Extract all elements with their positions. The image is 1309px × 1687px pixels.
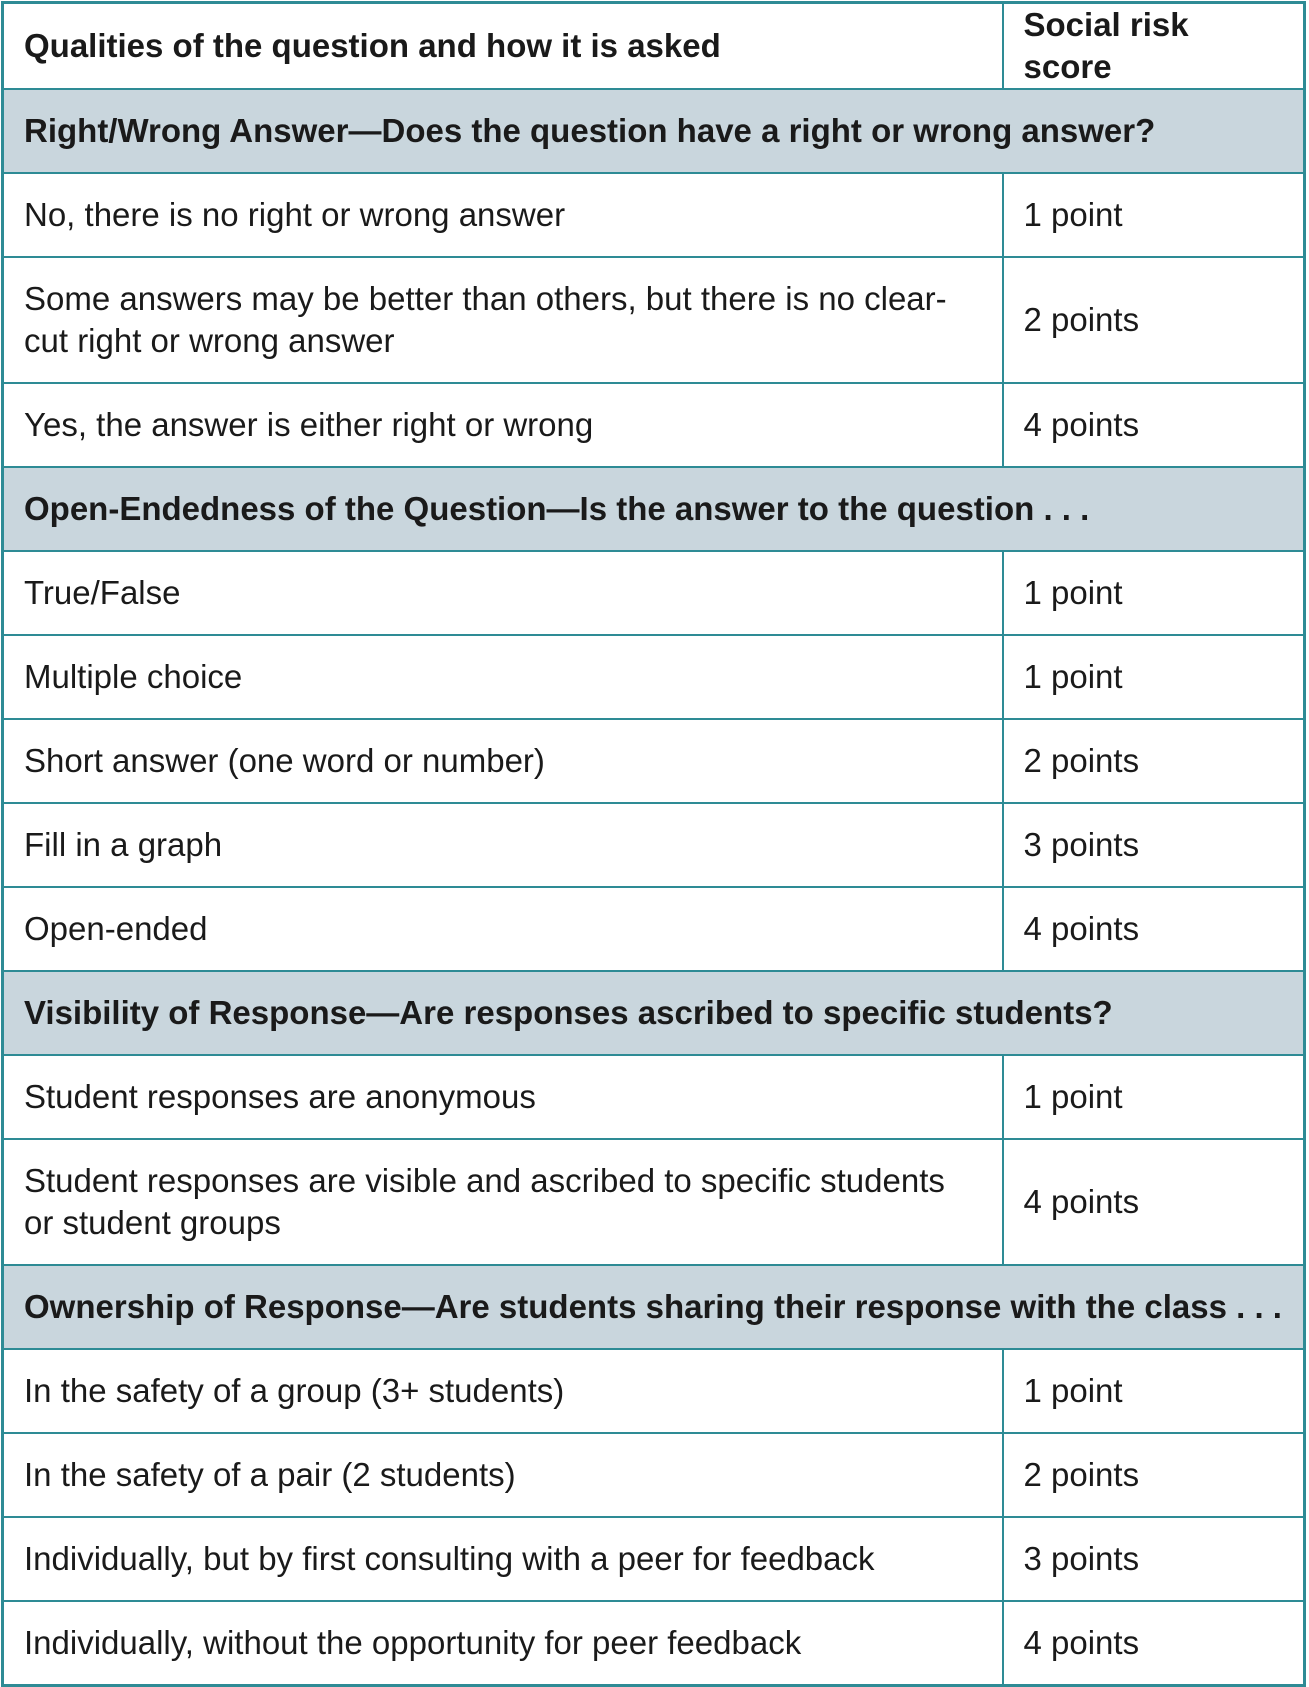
- social-risk-table: [1, 1, 1306, 1687]
- quality-cell: Student responses are anonymous: [3, 1055, 1003, 1139]
- score-cell: 1 point: [1003, 1055, 1305, 1139]
- score-cell: 2 points: [1003, 719, 1305, 803]
- table-row: [3, 173, 1305, 257]
- score-cell: 3 points: [1003, 803, 1305, 887]
- table-row: [3, 1055, 1305, 1139]
- score-cell: 3 points: [1003, 1517, 1305, 1601]
- column-header-score: Social risk score: [1003, 3, 1305, 90]
- section-header-row: [3, 971, 1305, 1055]
- section-title: Open-Endedness of the Question—Is the answer to the question . . .: [3, 467, 1305, 551]
- score-cell: 1 point: [1003, 551, 1305, 635]
- quality-cell: Short answer (one word or number): [3, 719, 1003, 803]
- section-header-row: [3, 89, 1305, 173]
- quality-cell: Yes, the answer is either right or wrong: [3, 383, 1003, 467]
- quality-cell: True/False: [3, 551, 1003, 635]
- table-row: [3, 887, 1305, 971]
- quality-cell: In the safety of a group (3+ students): [3, 1349, 1003, 1433]
- score-cell: 2 points: [1003, 1433, 1305, 1517]
- table-header-row: [3, 3, 1305, 90]
- quality-cell: No, there is no right or wrong answer: [3, 173, 1003, 257]
- score-cell: 4 points: [1003, 383, 1305, 467]
- section-title: Visibility of Response—Are responses ascribed to specific students?: [3, 971, 1305, 1055]
- quality-cell: Multiple choice: [3, 635, 1003, 719]
- table-row: [3, 803, 1305, 887]
- score-cell: 4 points: [1003, 1139, 1305, 1265]
- section-title: Ownership of Response—Are students sharing their response with the class . . .: [3, 1265, 1305, 1349]
- table-row: [3, 1433, 1305, 1517]
- table-body: [3, 89, 1305, 1686]
- table-row: [3, 635, 1305, 719]
- score-cell: 4 points: [1003, 887, 1305, 971]
- score-cell: 1 point: [1003, 635, 1305, 719]
- quality-cell: In the safety of a pair (2 students): [3, 1433, 1003, 1517]
- table-row: [3, 1349, 1305, 1433]
- quality-cell: Fill in a graph: [3, 803, 1003, 887]
- score-cell: 4 points: [1003, 1601, 1305, 1686]
- quality-cell: Open-ended: [3, 887, 1003, 971]
- table-row: [3, 1139, 1305, 1265]
- table-row: [3, 383, 1305, 467]
- table-row: [3, 1601, 1305, 1686]
- quality-cell: Individually, but by first consulting with a peer for feedback: [3, 1517, 1003, 1601]
- table-row: [3, 551, 1305, 635]
- column-header-qualities: Qualities of the question and how it is asked: [3, 3, 1003, 90]
- table-row: [3, 719, 1305, 803]
- section-header-row: [3, 1265, 1305, 1349]
- quality-cell: Some answers may be better than others, but there is no clear-cut right or wrong answer: [3, 257, 1003, 383]
- table-row: [3, 257, 1305, 383]
- score-cell: 1 point: [1003, 1349, 1305, 1433]
- quality-cell: Individually, without the opportunity for peer feedback: [3, 1601, 1003, 1686]
- table-row: [3, 1517, 1305, 1601]
- section-header-row: [3, 467, 1305, 551]
- score-cell: 1 point: [1003, 173, 1305, 257]
- section-title: Right/Wrong Answer—Does the question have a right or wrong answer?: [3, 89, 1305, 173]
- score-cell: 2 points: [1003, 257, 1305, 383]
- quality-cell: Student responses are visible and ascribed to specific students or student groups: [3, 1139, 1003, 1265]
